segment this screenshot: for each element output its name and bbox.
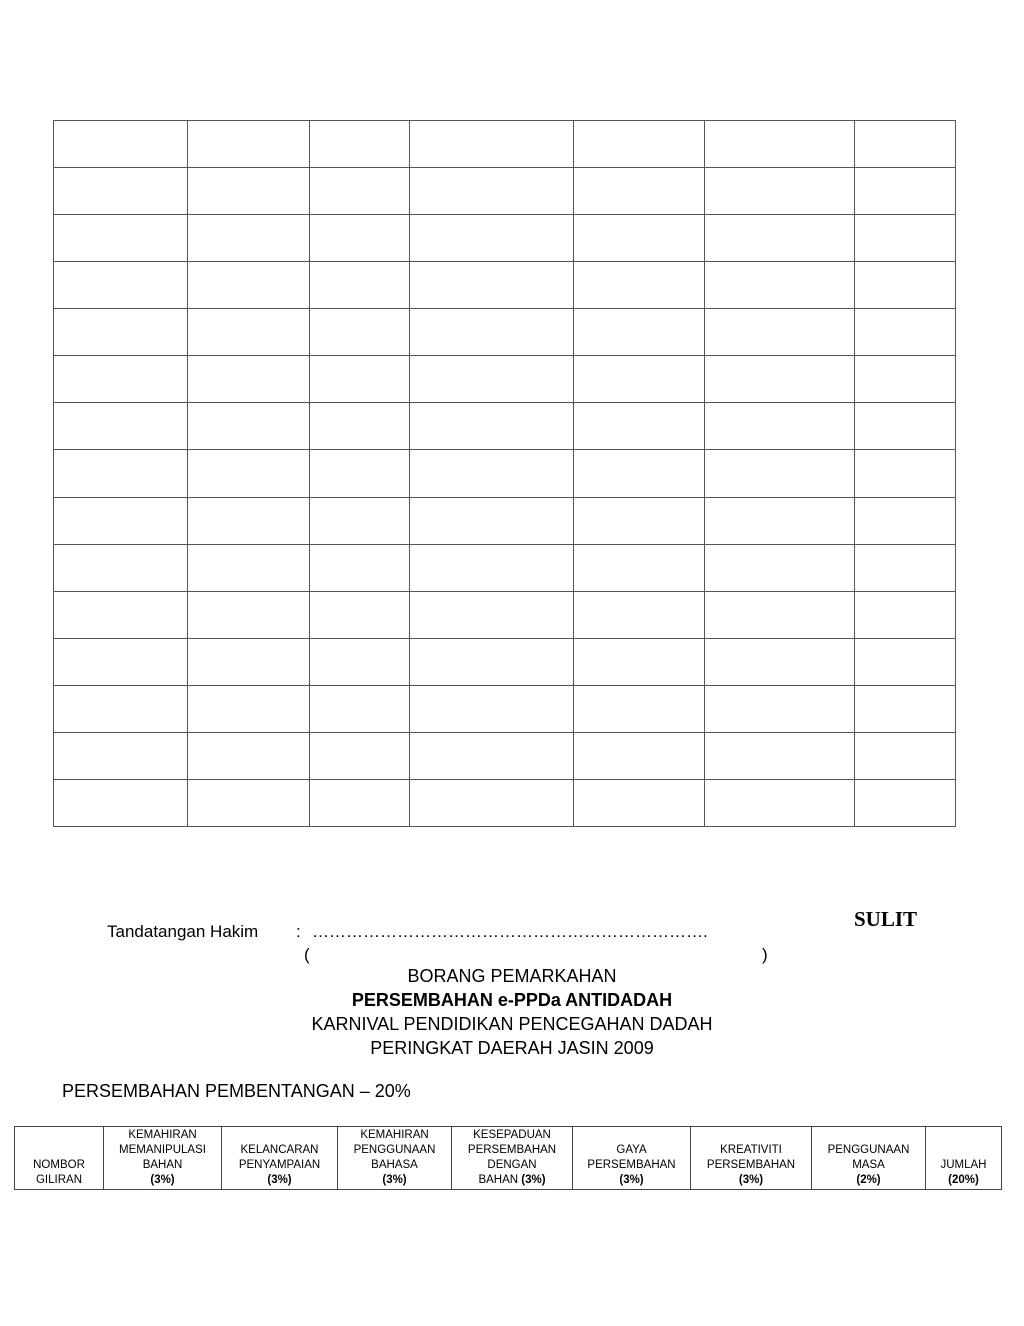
grid-cell[interactable] xyxy=(574,309,705,356)
grid-cell[interactable] xyxy=(705,215,855,262)
grid-cell[interactable] xyxy=(410,685,574,732)
grid-row xyxy=(54,544,956,591)
header-cell-label: MASA xyxy=(852,1159,885,1171)
grid-cell[interactable] xyxy=(310,450,410,497)
grid-cell[interactable] xyxy=(310,403,410,450)
grid-cell[interactable] xyxy=(188,262,310,309)
grid-cell[interactable] xyxy=(310,168,410,215)
grid-cell[interactable] xyxy=(310,591,410,638)
grid-cell[interactable] xyxy=(54,309,188,356)
grid-cell[interactable] xyxy=(54,403,188,450)
grid-cell[interactable] xyxy=(574,403,705,450)
section-title: PERSEMBAHAN PEMBENTANGAN – 20% xyxy=(62,1081,411,1101)
grid-cell[interactable] xyxy=(855,215,956,262)
grid-row xyxy=(54,591,956,638)
grid-cell[interactable] xyxy=(705,309,855,356)
header-cell-weight: (3%) xyxy=(267,1174,292,1186)
header-cell-weight: (3%) xyxy=(150,1174,175,1186)
header-cell xyxy=(573,1127,691,1190)
grid-cell[interactable] xyxy=(574,356,705,403)
grid-cell[interactable] xyxy=(574,262,705,309)
header-cell-weight: (2%) xyxy=(856,1174,881,1186)
grid-cell[interactable] xyxy=(574,544,705,591)
grid-cell[interactable] xyxy=(310,779,410,826)
grid-cell[interactable] xyxy=(574,215,705,262)
signature-label: Tandatangan Hakim xyxy=(107,922,259,941)
grid-cell[interactable] xyxy=(54,732,188,779)
event-level: PERINGKAT DAERAH JASIN 2009 xyxy=(370,1038,654,1058)
grid-row xyxy=(54,215,956,262)
grid-cell[interactable] xyxy=(705,262,855,309)
grid-cell[interactable] xyxy=(705,544,855,591)
grid-cell[interactable] xyxy=(54,779,188,826)
grid-row xyxy=(54,168,956,215)
grid-cell[interactable] xyxy=(855,121,956,168)
grid-cell[interactable] xyxy=(310,544,410,591)
grid-cell[interactable] xyxy=(54,591,188,638)
grid-cell[interactable] xyxy=(54,497,188,544)
grid-cell[interactable] xyxy=(855,356,956,403)
grid-cell[interactable] xyxy=(188,215,310,262)
grid-cell[interactable] xyxy=(54,262,188,309)
grid-cell[interactable] xyxy=(705,168,855,215)
grid-cell[interactable] xyxy=(310,262,410,309)
grid-row xyxy=(54,403,956,450)
grid-cell[interactable] xyxy=(574,779,705,826)
grid-cell[interactable] xyxy=(410,591,574,638)
grid-cell[interactable] xyxy=(574,121,705,168)
header-cell xyxy=(15,1127,104,1190)
grid-cell[interactable] xyxy=(188,309,310,356)
grid-row xyxy=(54,121,956,168)
form-subtitle: PERSEMBAHAN e-PPDa ANTIDADAH xyxy=(351,990,673,1010)
grid-cell[interactable] xyxy=(574,497,705,544)
grid-cell[interactable] xyxy=(310,356,410,403)
grid-cell[interactable] xyxy=(188,732,310,779)
header-cell-label: BAHAN (3%) xyxy=(478,1174,546,1186)
header-cell-weight: (3%) xyxy=(382,1174,407,1186)
header-cell-label: BAHAN xyxy=(142,1159,183,1171)
grid-cell[interactable] xyxy=(188,121,310,168)
grid-cell[interactable] xyxy=(855,168,956,215)
header-cell xyxy=(812,1127,926,1190)
header-cell-label: KELANCARAN xyxy=(240,1144,319,1156)
grid-cell[interactable] xyxy=(705,732,855,779)
header-cell-label: PERSEMBAHAN xyxy=(467,1144,557,1156)
header-cell-label: MEMANIPULASI xyxy=(119,1144,206,1156)
grid-cell[interactable] xyxy=(188,168,310,215)
grid-cell[interactable] xyxy=(410,309,574,356)
grid-cell[interactable] xyxy=(855,262,956,309)
header-cell-label: PENGGUNAAN xyxy=(353,1144,436,1156)
grid-cell[interactable] xyxy=(705,497,855,544)
grid-cell[interactable] xyxy=(188,591,310,638)
grid-cell[interactable] xyxy=(188,638,310,685)
grid-cell[interactable] xyxy=(855,403,956,450)
grid-cell[interactable] xyxy=(54,121,188,168)
grid-cell[interactable] xyxy=(188,544,310,591)
grid-cell[interactable] xyxy=(188,685,310,732)
header-cell-label: KEMAHIRAN xyxy=(128,1129,197,1141)
header-cell-label: PENYAMPAIAN xyxy=(238,1159,321,1171)
grid-cell[interactable] xyxy=(855,638,956,685)
grid-row xyxy=(54,497,956,544)
header-cell xyxy=(926,1127,1002,1190)
grid-cell[interactable] xyxy=(574,591,705,638)
grid-cell[interactable] xyxy=(574,168,705,215)
header-cell xyxy=(104,1127,222,1190)
signature-line[interactable]: ……………………………………………………………. xyxy=(312,922,708,941)
grid-cell[interactable] xyxy=(574,732,705,779)
grid-row xyxy=(54,309,956,356)
grid-cell[interactable] xyxy=(410,403,574,450)
grid-cell[interactable] xyxy=(855,779,956,826)
grid-cell[interactable] xyxy=(855,450,956,497)
header-cell xyxy=(691,1127,812,1190)
grid-cell[interactable] xyxy=(410,544,574,591)
header-row xyxy=(15,1127,1002,1190)
grid-row xyxy=(54,450,956,497)
grid-cell[interactable] xyxy=(855,544,956,591)
grid-cell[interactable] xyxy=(705,685,855,732)
grid-cell[interactable] xyxy=(855,732,956,779)
grid-cell[interactable] xyxy=(54,685,188,732)
grid-cell[interactable] xyxy=(54,638,188,685)
grid-cell[interactable] xyxy=(705,121,855,168)
header-cell-label: KESEPADUAN xyxy=(473,1129,551,1141)
header-cell-weight: (20%) xyxy=(948,1174,979,1186)
form-title: BORANG PEMARKAHAN xyxy=(407,966,617,986)
grid-cell[interactable] xyxy=(574,638,705,685)
header-cell-label: KEMAHIRAN xyxy=(360,1129,429,1141)
grid-cell[interactable] xyxy=(855,309,956,356)
grid-cell[interactable] xyxy=(855,685,956,732)
header-cell-label: NOMBOR xyxy=(33,1159,85,1171)
grid-cell[interactable] xyxy=(188,450,310,497)
grid-cell[interactable] xyxy=(188,497,310,544)
grid-cell[interactable] xyxy=(410,732,574,779)
grid-cell[interactable] xyxy=(410,497,574,544)
grid-cell[interactable] xyxy=(310,215,410,262)
grid-cell[interactable] xyxy=(310,685,410,732)
header-cell-label: JUMLAH xyxy=(940,1159,987,1171)
grid-cell[interactable] xyxy=(54,450,188,497)
header-cell-label: PERSEMBAHAN xyxy=(587,1159,676,1171)
grid-cell[interactable] xyxy=(410,262,574,309)
grid-cell[interactable] xyxy=(705,356,855,403)
grid-cell[interactable] xyxy=(705,450,855,497)
grid-cell[interactable] xyxy=(705,779,855,826)
grid-cell[interactable] xyxy=(574,685,705,732)
header-cell-label: DENGAN xyxy=(487,1159,537,1171)
grid-cell[interactable] xyxy=(188,779,310,826)
event-name: KARNIVAL PENDIDIKAN PENCEGAHAN DADAH xyxy=(311,1014,713,1034)
grid-cell[interactable] xyxy=(54,168,188,215)
grid-cell[interactable] xyxy=(855,591,956,638)
grid-cell[interactable] xyxy=(410,356,574,403)
header-cell-weight: (3%) xyxy=(738,1174,764,1186)
header-cell xyxy=(222,1127,338,1190)
grid-cell[interactable] xyxy=(54,356,188,403)
grid-cell[interactable] xyxy=(54,215,188,262)
grid-row xyxy=(54,356,956,403)
grid-cell[interactable] xyxy=(310,638,410,685)
grid-cell[interactable] xyxy=(705,403,855,450)
grid-cell[interactable] xyxy=(410,638,574,685)
grid-cell[interactable] xyxy=(310,121,410,168)
grid-cell[interactable] xyxy=(54,544,188,591)
criteria-header-table xyxy=(14,1126,1002,1190)
name-paren-close: ) xyxy=(762,945,768,964)
grid-row xyxy=(54,638,956,685)
scoring-grid xyxy=(53,120,956,827)
grid-row xyxy=(54,262,956,309)
header-cell-weight: (3%) xyxy=(521,1174,546,1186)
header-cell-label: GAYA xyxy=(616,1144,647,1156)
header-cell xyxy=(338,1127,452,1190)
grid-cell[interactable] xyxy=(410,450,574,497)
header-cell-label: GILIRAN xyxy=(35,1174,82,1186)
grid-cell[interactable] xyxy=(188,356,310,403)
header-cell xyxy=(452,1127,573,1190)
name-paren-open: ( xyxy=(304,945,310,964)
header-cell-label: PERSEMBAHAN xyxy=(706,1159,796,1171)
header-cell-label: PENGGUNAAN xyxy=(827,1144,910,1156)
header-cell-label: KREATIVITI xyxy=(720,1144,782,1156)
grid-cell[interactable] xyxy=(310,497,410,544)
grid-cell[interactable] xyxy=(188,403,310,450)
grid-cell[interactable] xyxy=(410,215,574,262)
grid-cell[interactable] xyxy=(705,591,855,638)
grid-cell[interactable] xyxy=(574,450,705,497)
classification-label: SULIT xyxy=(854,907,918,931)
signature-colon: : xyxy=(296,922,301,941)
grid-cell[interactable] xyxy=(410,121,574,168)
header-cell-label: BAHASA xyxy=(371,1159,418,1171)
grid-row xyxy=(54,732,956,779)
grid-cell[interactable] xyxy=(310,309,410,356)
header-cell-weight: (3%) xyxy=(619,1174,644,1186)
grid-row xyxy=(54,779,956,826)
grid-cell[interactable] xyxy=(410,779,574,826)
grid-cell[interactable] xyxy=(855,497,956,544)
grid-cell[interactable] xyxy=(310,732,410,779)
grid-cell[interactable] xyxy=(410,168,574,215)
grid-row xyxy=(54,685,956,732)
grid-cell[interactable] xyxy=(705,638,855,685)
